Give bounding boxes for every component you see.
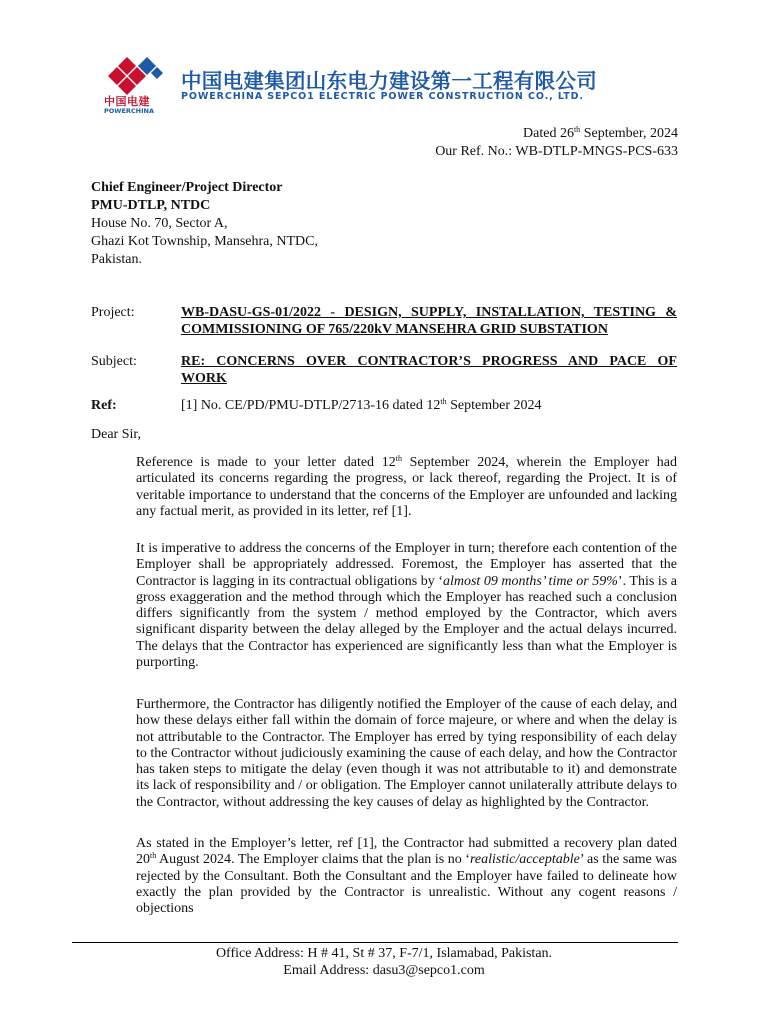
company-name-english: POWERCHINA SEPCO1 ELECTRIC POWER CONSTRUCTION CO., LTD. — [181, 91, 584, 102]
letter-date: Dated 26th September, 2024 — [523, 125, 678, 141]
address-line: House No. 70, Sector A, — [91, 216, 228, 231]
ref-label: Ref: — [91, 398, 117, 413]
letter-meta — [435, 125, 678, 161]
address-line: Pakistan. — [91, 252, 142, 267]
subject-title: RE: CONCERNS OVER CONTRACTOR’S PROGRESS AND PACE OF WORK — [181, 354, 677, 386]
project-label: Project: — [91, 305, 135, 320]
project-title: WB-DASU-GS-01/2022 - DESIGN, SUPPLY, INSTALLATION, TESTING & COMMISSIONING OF 765/220kV MANSEHRA GRID SUBSTATION — [181, 305, 677, 337]
body-paragraph-1: Reference is made to your letter dated 12th September 2024, wherein the Employer had articulated its concerns regarding the progress, or lack thereof, regarding the Project. It is of veritable importance to understand that the concerns of the Employer are unfounded and lacking any factual merit, as provided in its letter, ref [1]. — [136, 454, 678, 519]
logo-chinese-text: 中国电建 — [104, 95, 150, 108]
footer — [0, 946, 768, 979]
salutation: Dear Sir, — [91, 427, 141, 442]
subject-label: Subject: — [91, 354, 137, 369]
ref-text: [1] No. CE/PD/PMU-DTLP/2713-16 dated 12th September 2024 — [181, 397, 542, 413]
footer-divider — [72, 942, 678, 943]
logo-english-text: POWERCHINA — [104, 107, 155, 115]
addressee-title: Chief Engineer/Project Director — [91, 180, 283, 195]
body-paragraph-3: Furthermore, the Contractor has diligently notified the Employer of the cause of each delay, and how these delays either fall within the domain of force majeure, or where and when the delay is not attributable to the Contractor. The Employer has erred by tying responsibility of each delay to the Contractor without judiciously examining the cause of each delay, and how the Contractor has taken steps to mitigate the delay (even though it was not attributable to it) and demonstrate its lack of responsibility and / or obligation. The Employer cannot unilaterally attribute delays to the Contractor, without addressing the key causes of delay as highlighted by the Contractor. — [136, 697, 677, 810]
addressee-block — [91, 179, 318, 269]
body-paragraph-2: It is imperative to address the concerns of the Employer in turn; therefore each contention of the Employer shall be appropriately addressed. Foremost, the Employer has asserted that the Contractor is lagging in its contractual obligations by ‘almost 09 months’ time or 59%’. This is a gross exaggeration and the method through which the Employer has reached such a conclusion differs significantly from the system / method employed by the Contractor, which avers significant disparity between the delay alleged by the Employer and the actual delays incurred. The delays that the Contractor has experienced are significantly less than what the Employer is purporting. — [136, 541, 677, 671]
our-reference: Our Ref. No.: WB-DTLP-MNGS-PCS-633 — [435, 144, 678, 159]
office-address: Office Address: H # 41, St # 37, F-7/1, Islamabad, Pakistan. — [215, 946, 553, 961]
company-name-chinese: 中国电建集团山东电力建设第一工程有限公司 — [181, 69, 597, 93]
email-address: Email Address: dasu3@sepco1.com — [283, 962, 485, 978]
addressee-org: PMU-DTLP, NTDC — [91, 198, 211, 213]
body-paragraph-4: As stated in the Employer’s letter, ref [1], the Contractor had submitted a recovery plan dated 20th August 2024. The Employer claims that the plan is no ‘realistic/acceptable’ as the same was rejected by the Consultant. Both the Consultant and the Employer have failed to delineate how exactly the plan provided by the Contractor is unrealistic. Without any cogent reasons / objections — [136, 836, 677, 917]
address-line: Ghazi Kot Township, Mansehra, NTDC, — [91, 234, 319, 249]
